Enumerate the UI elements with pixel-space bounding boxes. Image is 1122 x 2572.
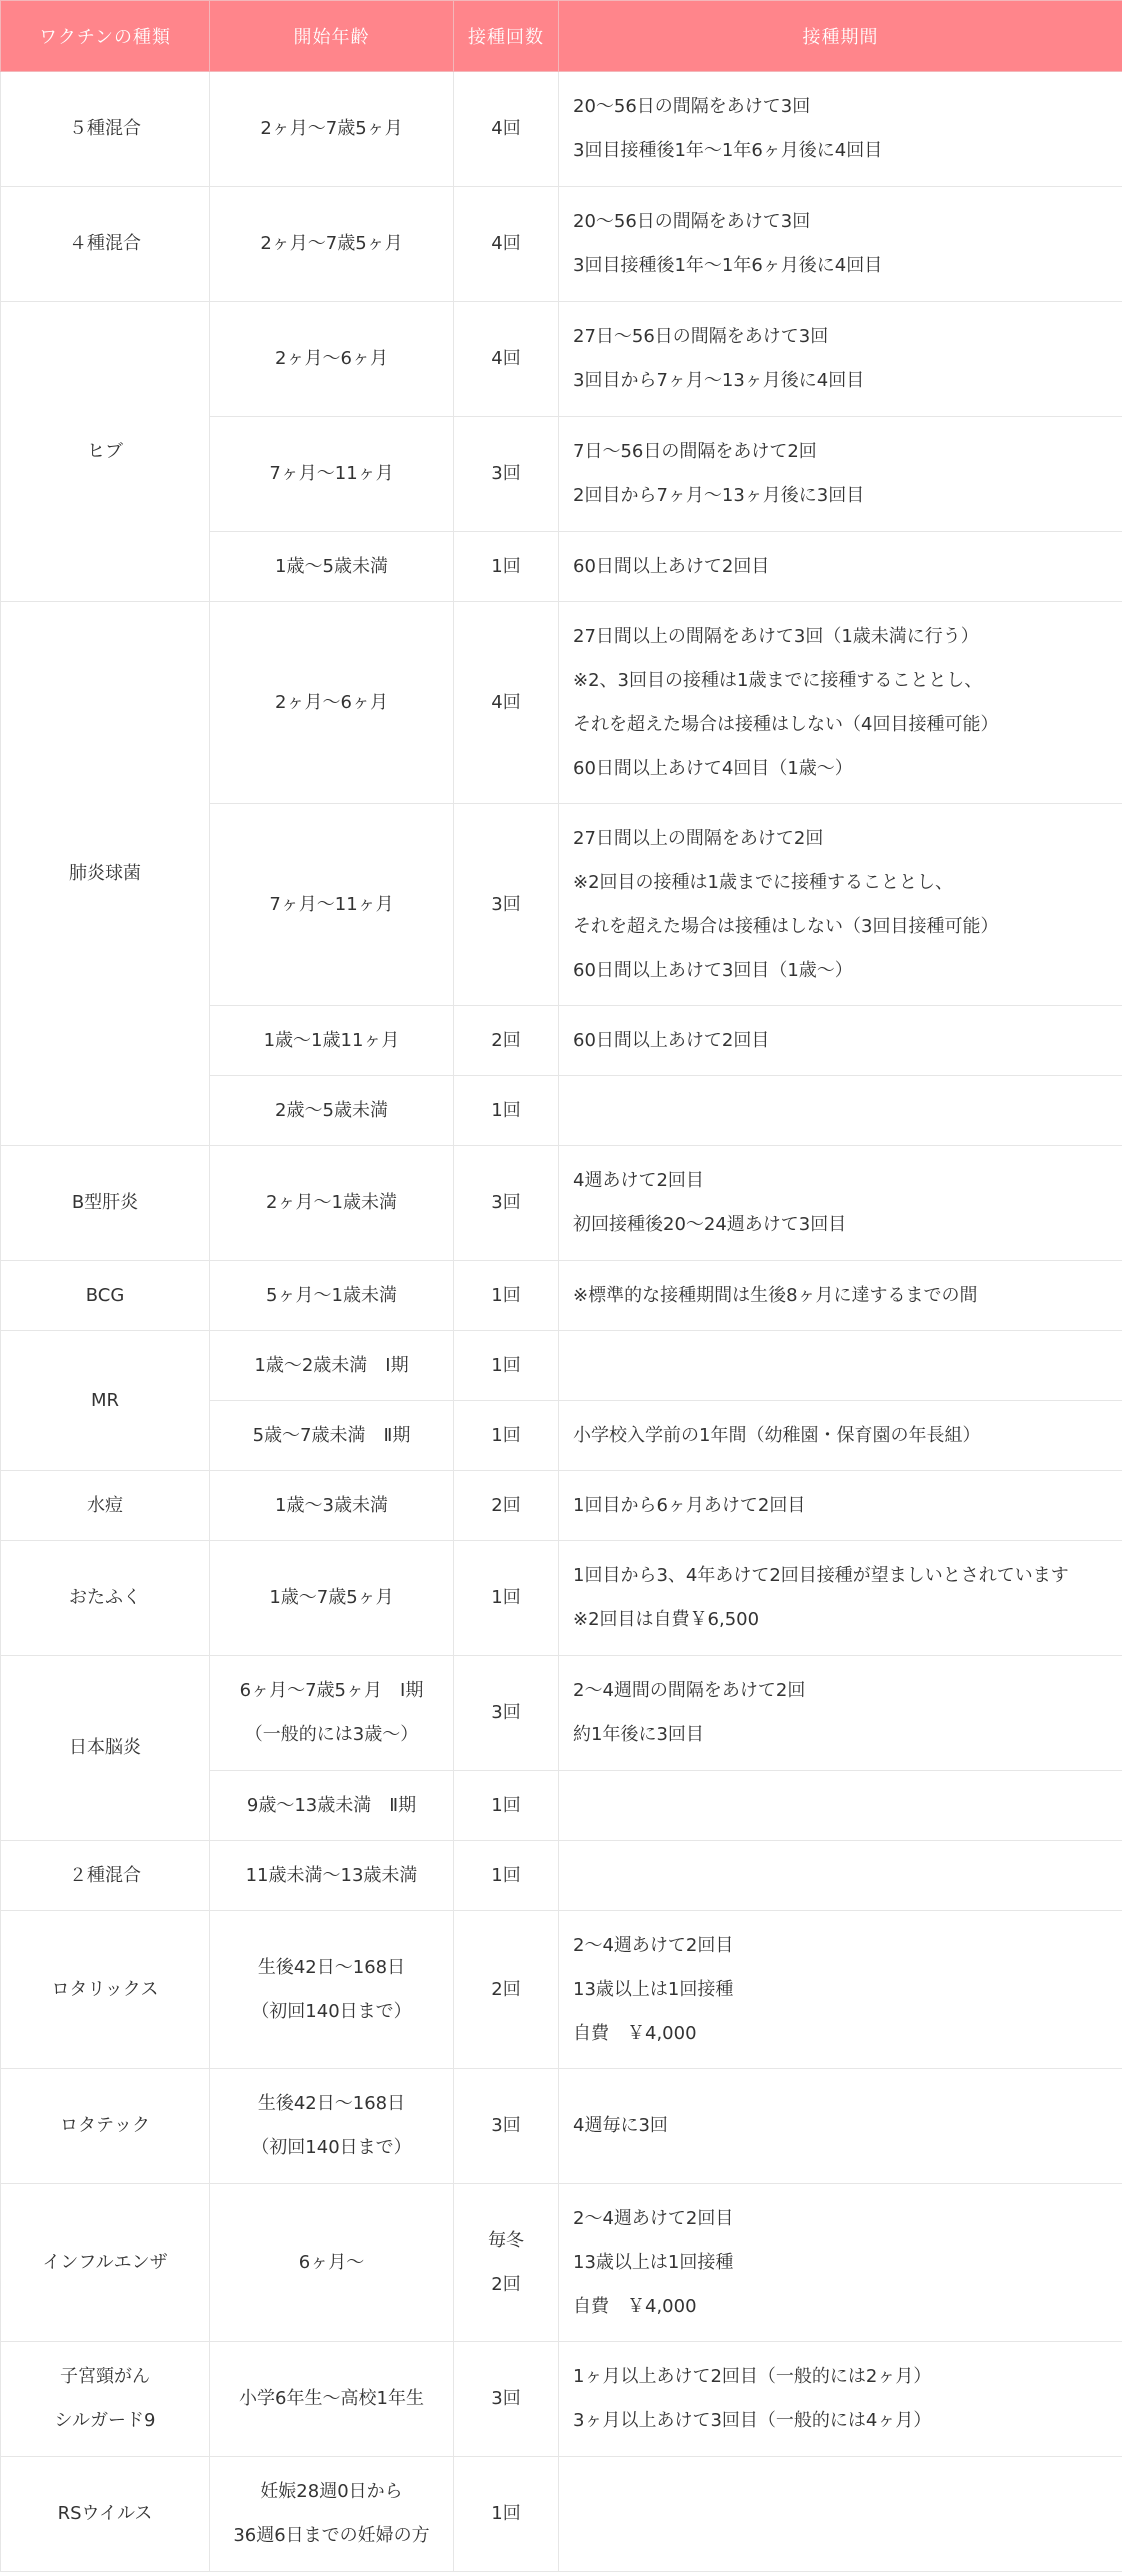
header-schedule: 接種期間	[559, 1, 1122, 72]
cell-text-line: 4週あけて2回目	[573, 1159, 1116, 1203]
schedule-cell	[559, 1771, 1122, 1841]
table-row	[1, 1146, 1122, 1261]
cell-text-line: 2回	[454, 2263, 558, 2307]
cell-text-line: ２種混合	[1, 1854, 209, 1898]
cell-text-line: （初回140日まで）	[210, 2126, 453, 2170]
cell-text-line: 1歳～1歳11ヶ月	[210, 1019, 453, 1063]
cell-text-line: 自費 ￥4,000	[573, 2285, 1116, 2329]
cell-text-line: 2回目から7ヶ月～13ヶ月後に3回目	[573, 474, 1116, 518]
cell-text-line: 60日間以上あけて2回目	[573, 1019, 1116, 1063]
dose-count-cell	[454, 417, 559, 532]
vaccine-name-cell	[1, 1911, 210, 2069]
cell-text-line: 1回	[454, 1089, 558, 1133]
cell-text-line: 4週毎に3回	[573, 2104, 1116, 2148]
dose-count-cell	[454, 1541, 559, 1656]
cell-text-line: ロタテック	[1, 2104, 209, 2148]
cell-text-line: 3回	[454, 1691, 558, 1735]
cell-text-line: 1回	[454, 1344, 558, 1388]
cell-text-line: 子宮頸がん	[1, 2355, 209, 2399]
cell-text-line: 7日～56日の間隔をあけて2回	[573, 430, 1116, 474]
dose-count-cell	[454, 1076, 559, 1146]
table-header	[1, 1, 1122, 72]
schedule-cell	[559, 804, 1122, 1006]
table-row	[1, 1541, 1122, 1656]
cell-text-line: （一般的には3歳～）	[210, 1713, 453, 1757]
cell-text-line: おたふく	[1, 1576, 209, 1620]
cell-text-line: 1回	[454, 1784, 558, 1828]
dose-count-cell	[454, 532, 559, 602]
schedule-cell	[559, 1471, 1122, 1541]
schedule-cell	[559, 187, 1122, 302]
cell-text-line: 4回	[454, 681, 558, 725]
start-age-cell	[210, 1076, 454, 1146]
schedule-cell	[559, 1076, 1122, 1146]
dose-count-cell	[454, 1006, 559, 1076]
cell-text-line: 2ヶ月～6ヶ月	[210, 681, 453, 725]
cell-text-line: 1回目から6ヶ月あけて2回目	[573, 1484, 1116, 1528]
start-age-cell	[210, 2184, 454, 2342]
cell-text-line: ヒブ	[1, 430, 209, 474]
table-row	[1, 2184, 1122, 2342]
cell-text-line: 2ヶ月～1歳未満	[210, 1181, 453, 1225]
table-row	[1, 1261, 1122, 1331]
cell-text-line: 1回	[454, 1274, 558, 1318]
vaccine-name-cell	[1, 2342, 210, 2457]
cell-text-line: BCG	[1, 1274, 209, 1318]
cell-text-line: 1回目から3、4年あけて2回目接種が望ましいとされています	[573, 1554, 1116, 1598]
cell-text-line: 5歳～7歳未満 Ⅱ期	[210, 1414, 453, 1458]
cell-text-line: 20～56日の間隔をあけて3回	[573, 200, 1116, 244]
start-age-cell	[210, 2069, 454, 2184]
cell-text-line: 初回接種後20～24週あけて3回目	[573, 1203, 1116, 1247]
dose-count-cell	[454, 2342, 559, 2457]
schedule-cell	[559, 1006, 1122, 1076]
schedule-cell	[559, 2184, 1122, 2342]
cell-text-line: 20～56日の間隔をあけて3回	[573, 85, 1116, 129]
table-row	[1, 1331, 1122, 1401]
cell-text-line: 3回	[454, 883, 558, 927]
table-row	[1, 2342, 1122, 2457]
cell-text-line: 36週6日までの妊婦の方	[210, 2514, 453, 2558]
dose-count-cell	[454, 1656, 559, 1771]
cell-text-line: 肺炎球菌	[1, 852, 209, 896]
start-age-cell	[210, 417, 454, 532]
cell-text-line: RSウイルス	[1, 2492, 209, 2536]
cell-text-line: 1歳～3歳未満	[210, 1484, 453, 1528]
cell-text-line: 3回	[454, 452, 558, 496]
cell-text-line: 2回	[454, 1484, 558, 1528]
start-age-cell	[210, 1146, 454, 1261]
cell-text-line: 4回	[454, 222, 558, 266]
cell-text-line: ※2回目は自費￥6,500	[573, 1598, 1116, 1642]
cell-text-line: 1回	[454, 2492, 558, 2536]
cell-text-line: 3ヶ月以上あけて3回目（一般的には4ヶ月）	[573, 2399, 1116, 2443]
cell-text-line: 水痘	[1, 1484, 209, 1528]
schedule-cell	[559, 1146, 1122, 1261]
cell-text-line: 約1年後に3回目	[573, 1713, 1116, 1757]
cell-text-line: MR	[1, 1379, 209, 1423]
start-age-cell	[210, 72, 454, 187]
cell-text-line: シルガード9	[1, 2399, 209, 2443]
dose-count-cell	[454, 1471, 559, 1541]
start-age-cell	[210, 1331, 454, 1401]
schedule-cell	[559, 2069, 1122, 2184]
header-vaccine-type: ワクチンの種類	[1, 1, 210, 72]
vaccine-name-cell	[1, 1261, 210, 1331]
start-age-cell	[210, 1261, 454, 1331]
cell-text-line: 1歳～5歳未満	[210, 545, 453, 589]
cell-text-line: 1回	[454, 1854, 558, 1898]
vaccine-name-cell	[1, 1656, 210, 1841]
cell-text-line: 6ヶ月～	[210, 2241, 453, 2285]
cell-text-line: 5ヶ月～1歳未満	[210, 1274, 453, 1318]
table-row	[1, 1471, 1122, 1541]
table-row	[1, 2069, 1122, 2184]
schedule-cell	[559, 1401, 1122, 1471]
start-age-cell	[210, 1656, 454, 1771]
cell-text-line: 7ヶ月～11ヶ月	[210, 452, 453, 496]
cell-text-line: 4回	[454, 337, 558, 381]
cell-text-line: 60日間以上あけて4回目（1歳～）	[573, 747, 1116, 791]
cell-text-line: 3回	[454, 1181, 558, 1225]
cell-text-line: ５種混合	[1, 107, 209, 151]
start-age-cell	[210, 1911, 454, 2069]
cell-text-line: 2～4週あけて2回目	[573, 2197, 1116, 2241]
cell-text-line: 小学6年生～高校1年生	[210, 2377, 453, 2421]
cell-text-line: 3回目接種後1年～1年6ヶ月後に4回目	[573, 129, 1116, 173]
cell-text-line: 生後42日～168日	[210, 1946, 453, 1990]
cell-text-line: （初回140日まで）	[210, 1990, 453, 2034]
start-age-cell	[210, 1771, 454, 1841]
start-age-cell	[210, 2457, 454, 2572]
dose-count-cell	[454, 72, 559, 187]
cell-text-line: ※2、3回目の接種は1歳までに接種することとし、	[573, 659, 1116, 703]
vaccine-name-cell	[1, 1841, 210, 1911]
start-age-cell	[210, 804, 454, 1006]
start-age-cell	[210, 302, 454, 417]
cell-text-line: 11歳未満～13歳未満	[210, 1854, 453, 1898]
cell-text-line: インフルエンザ	[1, 2241, 209, 2285]
cell-text-line: 1ヶ月以上あけて2回目（一般的には2ヶ月）	[573, 2355, 1116, 2399]
cell-text-line: 1回	[454, 1414, 558, 1458]
cell-text-line: 小学校入学前の1年間（幼稚園・保育園の年長組）	[573, 1414, 1116, 1458]
schedule-cell	[559, 2457, 1122, 2572]
cell-text-line: 2回	[454, 1968, 558, 2012]
start-age-cell	[210, 187, 454, 302]
dose-count-cell	[454, 2457, 559, 2572]
schedule-cell	[559, 1656, 1122, 1771]
cell-text-line: 1歳～2歳未満 Ⅰ期	[210, 1344, 453, 1388]
table-row	[1, 187, 1122, 302]
cell-text-line: 60日間以上あけて3回目（1歳～）	[573, 949, 1116, 993]
cell-text-line: 1回	[454, 1576, 558, 1620]
cell-text-line: ※2回目の接種は1歳までに接種することとし、	[573, 861, 1116, 905]
dose-count-cell	[454, 602, 559, 804]
cell-text-line: 3回	[454, 2377, 558, 2421]
cell-text-line: ※標準的な接種期間は生後8ヶ月に達するまでの間	[573, 1274, 1116, 1318]
start-age-cell	[210, 602, 454, 804]
cell-text-line: 27日間以上の間隔をあけて3回（1歳未満に行う）	[573, 615, 1116, 659]
start-age-cell	[210, 1841, 454, 1911]
cell-text-line: 60日間以上あけて2回目	[573, 545, 1116, 589]
vaccine-name-cell	[1, 187, 210, 302]
cell-text-line: 1回	[454, 545, 558, 589]
cell-text-line: 13歳以上は1回接種	[573, 1968, 1116, 2012]
cell-text-line: 妊娠28週0日から	[210, 2470, 453, 2514]
cell-text-line: 2歳～5歳未満	[210, 1089, 453, 1133]
vaccine-name-cell	[1, 1146, 210, 1261]
cell-text-line: 6ヶ月～7歳5ヶ月 Ⅰ期	[210, 1669, 453, 1713]
schedule-cell	[559, 1841, 1122, 1911]
start-age-cell	[210, 1006, 454, 1076]
dose-count-cell	[454, 2069, 559, 2184]
vaccine-name-cell	[1, 602, 210, 1146]
cell-text-line: 自費 ￥4,000	[573, 2012, 1116, 2056]
dose-count-cell	[454, 1911, 559, 2069]
cell-text-line: 2～4週間の間隔をあけて2回	[573, 1669, 1116, 1713]
schedule-cell	[559, 72, 1122, 187]
cell-text-line: 7ヶ月～11ヶ月	[210, 883, 453, 927]
cell-text-line: 27日間以上の間隔をあけて2回	[573, 817, 1116, 861]
cell-text-line: 日本脳炎	[1, 1726, 209, 1770]
vaccine-name-cell	[1, 302, 210, 602]
dose-count-cell	[454, 187, 559, 302]
cell-text-line: 毎冬	[454, 2219, 558, 2263]
schedule-cell	[559, 302, 1122, 417]
vaccine-name-cell	[1, 1471, 210, 1541]
header-start-age: 開始年齢	[210, 1, 454, 72]
cell-text-line: ロタリックス	[1, 1968, 209, 2012]
start-age-cell	[210, 2342, 454, 2457]
schedule-cell	[559, 2342, 1122, 2457]
cell-text-line: 4回	[454, 107, 558, 151]
schedule-cell	[559, 1911, 1122, 2069]
cell-text-line: 2ヶ月～6ヶ月	[210, 337, 453, 381]
dose-count-cell	[454, 1261, 559, 1331]
cell-text-line: 1歳～7歳5ヶ月	[210, 1576, 453, 1620]
schedule-cell	[559, 1331, 1122, 1401]
cell-text-line: 2回	[454, 1019, 558, 1063]
vaccine-name-cell	[1, 1541, 210, 1656]
cell-text-line: 2ヶ月～7歳5ヶ月	[210, 222, 453, 266]
vaccine-name-cell	[1, 2457, 210, 2572]
cell-text-line: それを超えた場合は接種はしない（4回目接種可能）	[573, 703, 1116, 747]
dose-count-cell	[454, 804, 559, 1006]
cell-text-line: 13歳以上は1回接種	[573, 2241, 1116, 2285]
table-row	[1, 1841, 1122, 1911]
schedule-cell	[559, 532, 1122, 602]
dose-count-cell	[454, 1771, 559, 1841]
table-row	[1, 302, 1122, 417]
schedule-cell	[559, 417, 1122, 532]
table-row	[1, 602, 1122, 804]
dose-count-cell	[454, 1841, 559, 1911]
dose-count-cell	[454, 1331, 559, 1401]
schedule-cell	[559, 602, 1122, 804]
cell-text-line: 3回	[454, 2104, 558, 2148]
table-row	[1, 1656, 1122, 1771]
cell-text-line: ４種混合	[1, 222, 209, 266]
cell-text-line: 3回目接種後1年～1年6ヶ月後に4回目	[573, 244, 1116, 288]
table-body	[1, 72, 1122, 2572]
dose-count-cell	[454, 302, 559, 417]
cell-text-line: 3回目から7ヶ月～13ヶ月後に4回目	[573, 359, 1116, 403]
cell-text-line: 生後42日～168日	[210, 2082, 453, 2126]
dose-count-cell	[454, 1401, 559, 1471]
vaccine-name-cell	[1, 2184, 210, 2342]
header-row	[1, 1, 1122, 72]
start-age-cell	[210, 532, 454, 602]
table-row	[1, 72, 1122, 187]
vaccine-name-cell	[1, 1331, 210, 1471]
cell-text-line: 2ヶ月～7歳5ヶ月	[210, 107, 453, 151]
cell-text-line: 27日～56日の間隔をあけて3回	[573, 315, 1116, 359]
schedule-cell	[559, 1261, 1122, 1331]
start-age-cell	[210, 1401, 454, 1471]
start-age-cell	[210, 1471, 454, 1541]
cell-text-line: 9歳～13歳未満 Ⅱ期	[210, 1784, 453, 1828]
dose-count-cell	[454, 1146, 559, 1261]
cell-text-line: B型肝炎	[1, 1181, 209, 1225]
cell-text-line: 2～4週あけて2回目	[573, 1924, 1116, 1968]
table-row	[1, 2457, 1122, 2572]
cell-text-line: それを超えた場合は接種はしない（3回目接種可能）	[573, 905, 1116, 949]
dose-count-cell	[454, 2184, 559, 2342]
table-row	[1, 1911, 1122, 2069]
start-age-cell	[210, 1541, 454, 1656]
schedule-cell	[559, 1541, 1122, 1656]
vaccine-name-cell	[1, 2069, 210, 2184]
header-dose-count: 接種回数	[454, 1, 559, 72]
vaccine-name-cell	[1, 72, 210, 187]
